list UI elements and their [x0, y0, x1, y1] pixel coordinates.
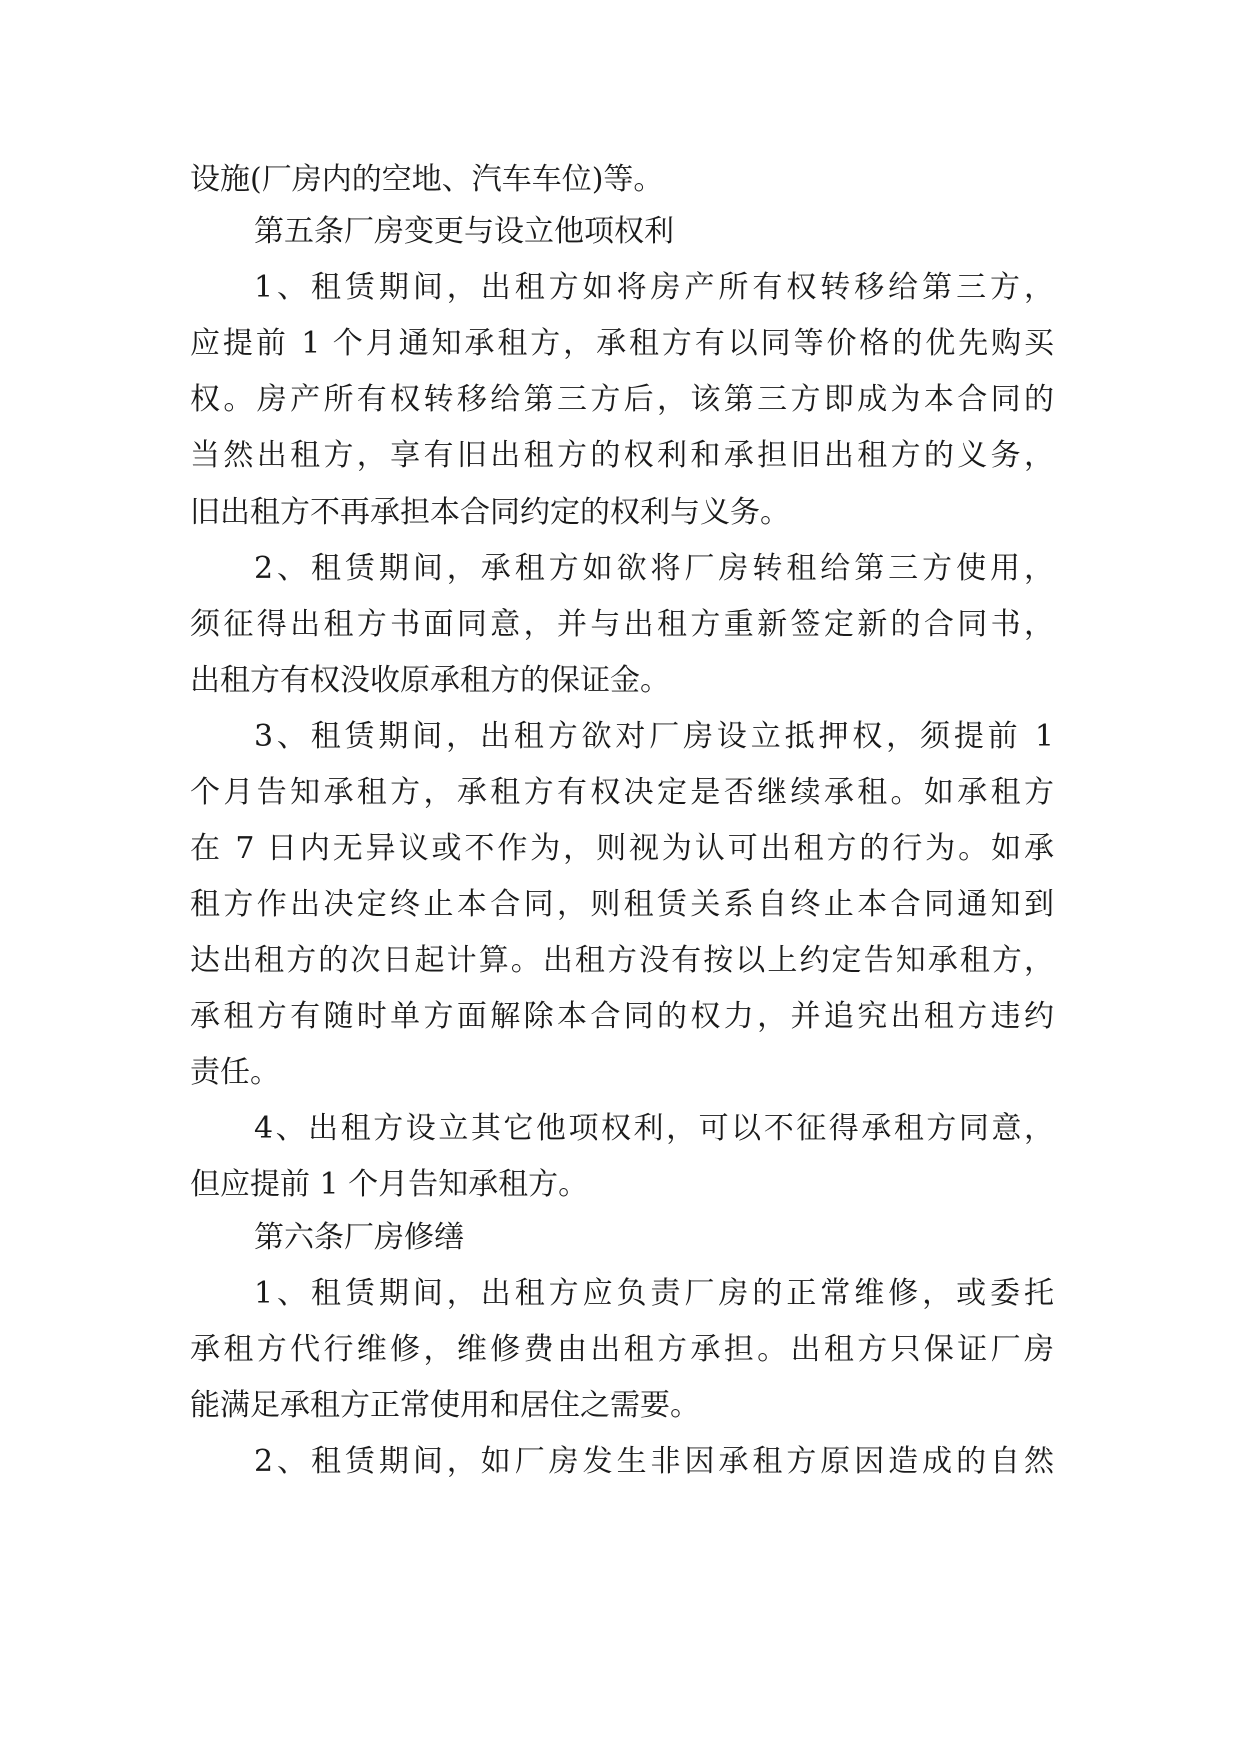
text-line [0, 988, 1241, 1046]
line-text: 须征得出租方书面同意，并与出租方重新签定新的合同书， [190, 607, 1054, 642]
line-text: 1、租赁期间，出租方应负责厂房的正常维修，或委托 [254, 1276, 1054, 1311]
line-text: 权。房产所有权转移给第三方后，该第三方即成为本合同的 [190, 382, 1054, 417]
text-line [0, 1433, 1241, 1491]
line-text: 在 7 日内无异议或不作为，则视为认可出租方的行为。如承 [190, 831, 1054, 866]
line-text: 承租方代行维修，维修费由出租方承担。出租方只保证厂房 [190, 1332, 1054, 1367]
line-text: 责任。 [190, 1055, 280, 1090]
text-line [0, 484, 1241, 542]
text-line [0, 708, 1241, 766]
line-text: 能满足承租方正常使用和居住之需要。 [190, 1388, 700, 1423]
line-text: 当然出租方，享有旧出租方的权利和承担旧出租方的义务， [190, 438, 1054, 473]
line-text: 出租方有权没收原承租方的保证金。 [190, 663, 670, 698]
line-text: 4、出租方设立其它他项权利，可以不征得承租方同意， [254, 1111, 1054, 1146]
text-line [0, 1265, 1241, 1323]
text-line [0, 932, 1241, 990]
text-line [0, 315, 1241, 373]
line-text: 但应提前 1 个月告知承租方。 [190, 1167, 589, 1202]
text-line [0, 764, 1241, 822]
line-text: 应提前 1 个月通知承租方，承租方有以同等价格的优先购买 [190, 326, 1054, 361]
text-line [0, 820, 1241, 878]
text-line [0, 427, 1241, 485]
text-line [0, 371, 1241, 429]
text-line [0, 596, 1241, 654]
text-line [0, 151, 1241, 209]
line-text: 3、租赁期间，出租方欲对厂房设立抵押权，须提前 1 [254, 719, 1054, 754]
text-line [0, 1044, 1241, 1102]
text-line [0, 1377, 1241, 1435]
heading-text: 第五条厂房变更与设立他项权利 [254, 214, 674, 249]
text-line [0, 259, 1241, 317]
line-text: 个月告知承租方，承租方有权决定是否继续承租。如承租方 [190, 775, 1054, 810]
text-line [0, 1100, 1241, 1158]
text-line [0, 1321, 1241, 1379]
section-heading [0, 1209, 1241, 1267]
heading-text: 第六条厂房修缮 [254, 1220, 464, 1255]
line-text: 1、租赁期间，出租方如将房产所有权转移给第三方， [254, 270, 1054, 305]
line-text: 达出租方的次日起计算。出租方没有按以上约定告知承租方， [190, 943, 1054, 978]
line-text: 旧出租方不再承担本合同约定的权利与义务。 [190, 495, 790, 530]
line-text: 承租方有随时单方面解除本合同的权力，并追究出租方违约 [190, 999, 1054, 1034]
text-line [0, 540, 1241, 598]
text-line [0, 652, 1241, 710]
line-text: 2、租赁期间，承租方如欲将厂房转租给第三方使用， [254, 551, 1054, 586]
section-heading [0, 203, 1241, 261]
line-text: 2、租赁期间，如厂房发生非因承租方原因造成的自然 [254, 1444, 1054, 1479]
line-text: 设施(厂房内的空地、汽车车位)等。 [190, 162, 664, 197]
text-line [0, 1156, 1241, 1214]
line-text: 租方作出决定终止本合同，则租赁关系自终止本合同通知到 [190, 887, 1054, 922]
text-line [0, 876, 1241, 934]
